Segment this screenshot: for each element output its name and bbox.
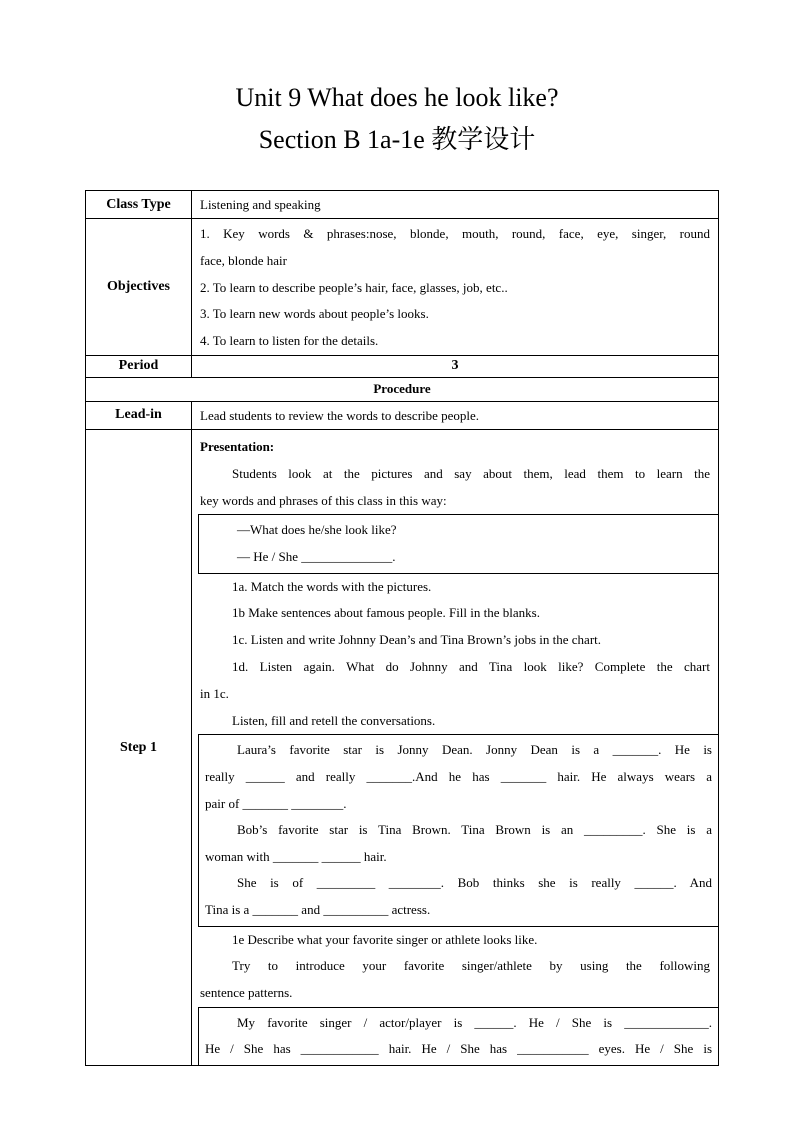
conversation-box xyxy=(198,734,719,926)
period-row xyxy=(86,355,719,377)
box-line: really ______ and really _______.And he has _______ hair. He always wears a xyxy=(205,768,712,784)
box-line: woman with _______ ______ hair. xyxy=(205,848,387,864)
box-line: Laura’s favorite star is Jonny Dean. Jonny Dean is a _______. He is xyxy=(237,742,712,758)
box-line: Bob’s favorite star is Tina Brown. Tina Brown is an _________. She is a xyxy=(237,822,712,838)
try-line: sentence patterns. xyxy=(200,985,293,1001)
procedure-row xyxy=(86,377,719,401)
step1-row xyxy=(86,429,719,1065)
class-type-value: Listening and speaking xyxy=(200,197,321,212)
listen-fill-line: Listen, fill and retell the conversations. xyxy=(232,712,436,728)
box-line: Tina is a _______ and __________ actress. xyxy=(205,901,431,917)
box-line: —What does he/she look like? xyxy=(237,522,397,538)
lesson-plan-table xyxy=(85,190,719,1066)
objective-line: 1. Key words & phrases:nose, blonde, mouth, round, face, eye, singer, round xyxy=(200,226,710,241)
page-subtitle: Section B 1a-1e 教学设计 xyxy=(258,125,536,154)
period-value: 3 xyxy=(192,355,719,377)
objective-line: 3. To learn new words about people’s looks. xyxy=(200,306,429,322)
lead-in-row xyxy=(86,401,719,429)
task-1c: 1c. Listen and write Johnny Dean’s and Tina Brown’s jobs in the chart. xyxy=(232,632,602,648)
page-title: Unit 9 What does he look like? xyxy=(235,83,559,112)
box-line: pair of _______ ________. xyxy=(205,795,347,811)
task-1e: 1e Describe what your favorite singer or athlete looks like. xyxy=(232,931,538,947)
objectives-row xyxy=(86,219,719,356)
task-1d: 1d. Listen again. What do Johnny and Tina look like? Complete the chart xyxy=(232,658,710,674)
box-line: — He / She ______________. xyxy=(237,548,396,564)
intro-line: key words and phrases of this class in this way: xyxy=(200,492,447,508)
task-1a: 1a. Match the words with the pictures. xyxy=(232,578,432,594)
intro-line: Students look at the pictures and say about them, lead them to learn the xyxy=(232,465,710,481)
lead-in-label: Lead-in xyxy=(86,401,192,429)
task-1b: 1b Make sentences about famous people. Fill in the blanks. xyxy=(232,605,540,621)
box-line: He / She has ____________ hair. He / She has ___________ eyes. He / She is xyxy=(205,1041,712,1057)
lead-in-value: Lead students to review the words to describe people. xyxy=(200,407,480,423)
box-line: She is of _________ ________. Bob thinks she is really ______. And xyxy=(237,875,712,891)
class-type-label: Class Type xyxy=(86,191,192,219)
class-type-row xyxy=(86,191,719,219)
objective-line: 4. To learn to listen for the details. xyxy=(200,333,379,349)
period-label: Period xyxy=(86,355,192,377)
try-line: Try to introduce your favorite singer/athlete by using the following xyxy=(232,958,710,974)
objectives-label: Objectives xyxy=(86,219,192,356)
box-line: My favorite singer / actor/player is ______. He / She is _____________. xyxy=(237,1014,712,1030)
objective-line: face, blonde hair xyxy=(200,252,287,268)
pattern-box xyxy=(198,1007,719,1065)
step1-label: Step 1 xyxy=(86,429,192,1065)
presentation-heading: Presentation: xyxy=(200,438,275,454)
procedure-heading: Procedure xyxy=(86,377,719,401)
task-1d-cont: in 1c. xyxy=(200,685,229,701)
objective-line: 2. To learn to describe people’s hair, face, glasses, job, etc.. xyxy=(200,279,508,295)
question-box xyxy=(198,514,719,573)
